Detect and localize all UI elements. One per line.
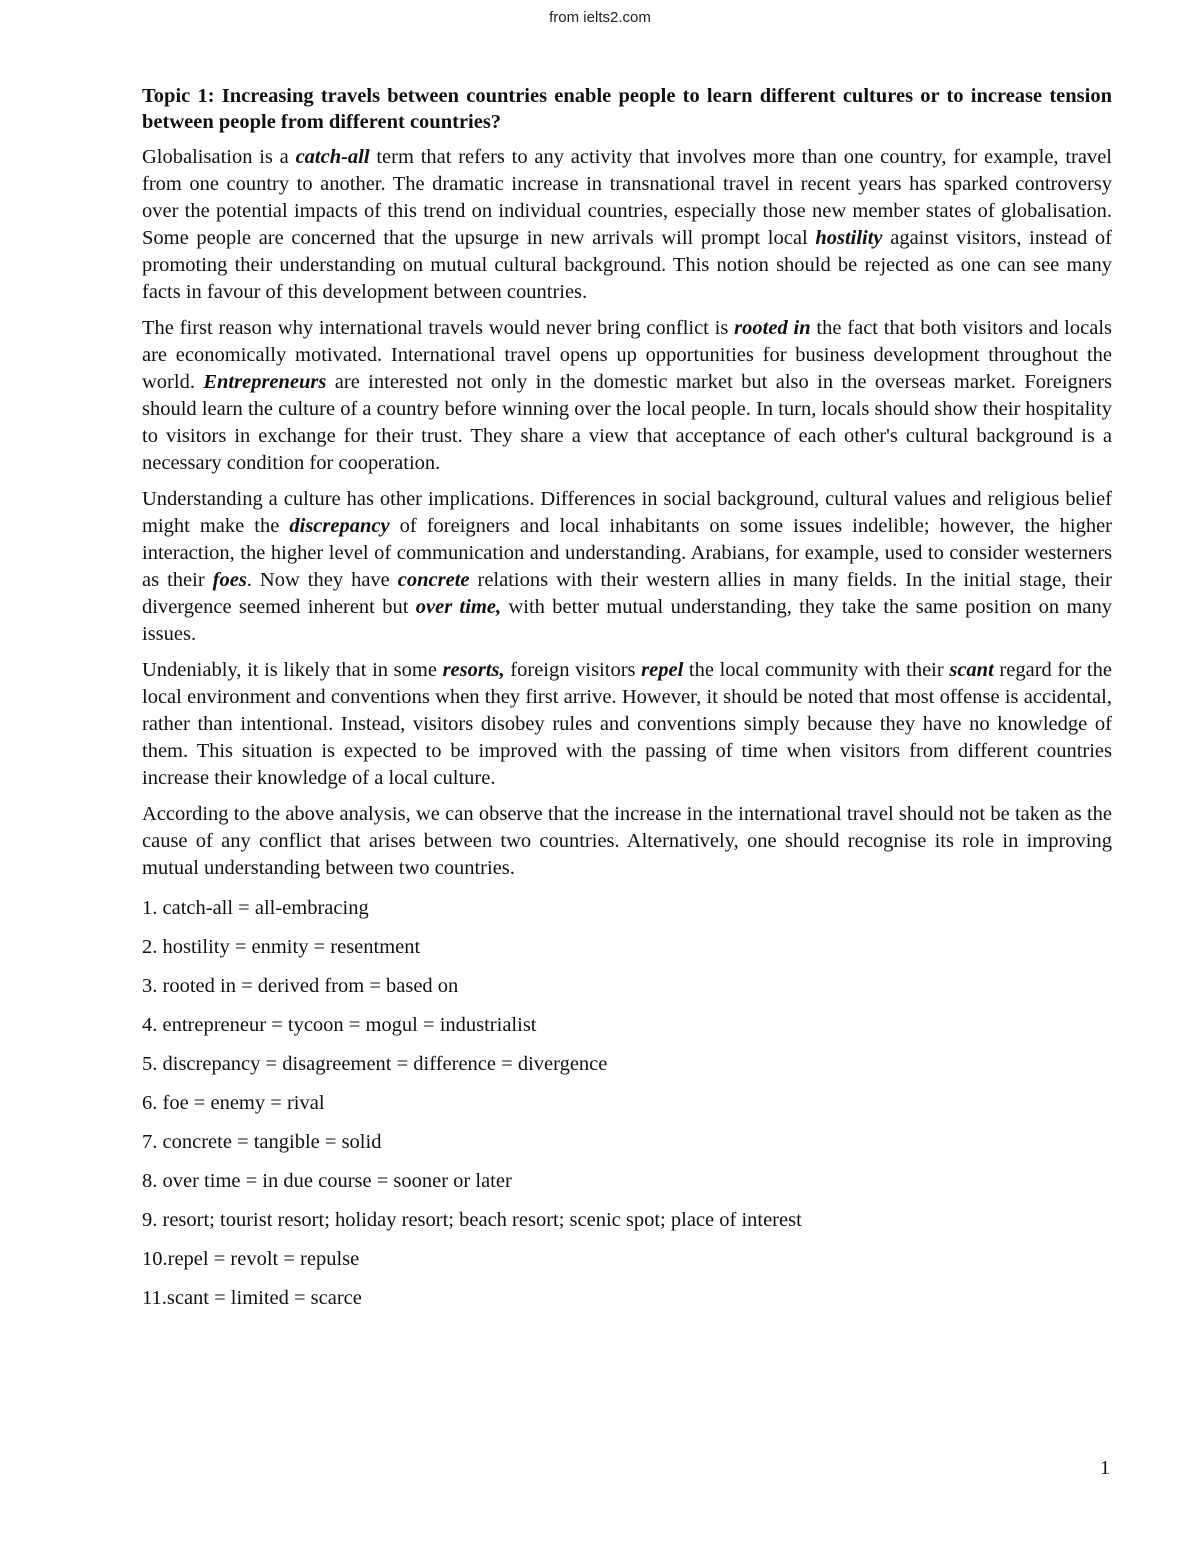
vocab-item: 11.scant = limited = scarce	[142, 1287, 362, 1309]
paragraph-text: term that refers to any activity that involves more than one country, for example, travel from one country to another. The dramatic increase in transnational travel in recent years has sparked controversy over the potential impacts of this trend on individual countries, especially those new member states of globalisation. Some people are concerned that the upsurge in new arrivals will prompt local	[142, 146, 1112, 249]
keyword: discrepancy	[289, 515, 390, 537]
paragraph-text: Globalisation is a	[142, 146, 296, 168]
paragraph-text: The first reason why international travels would never bring conflict is	[142, 317, 735, 339]
vocab-item: 6. foe = enemy = rival	[142, 1092, 325, 1114]
paragraph-text: of foreigners and local inhabitants on some issues indelible; however, the higher interaction, the higher level of communication and understanding. Arabians, for example, used to consider westerners as their	[142, 515, 1112, 591]
keyword: foes	[212, 569, 247, 591]
vocab-item: 9. resort; tourist resort; holiday resort; beach resort; scenic spot; place of interest	[142, 1209, 802, 1231]
paragraph-text: against visitors, instead of promoting their understanding on mutual cultural background. This notion should be rejected as one can see many facts in favour of this development between countries.	[142, 227, 1112, 303]
keyword: hostility	[815, 227, 883, 249]
vocab-item: 5. discrepancy = disagreement = difference = divergence	[142, 1053, 608, 1075]
keyword: repel	[641, 659, 684, 681]
paragraph-text: relations with their western allies in many fields. In the initial stage, their divergence seemed inherent but	[142, 569, 1112, 618]
vocab-item: 8. over time = in due course = sooner or later	[142, 1170, 512, 1192]
keyword: over time,	[415, 596, 502, 618]
paragraph-text: with better mutual understanding, they take the same position on many issues.	[142, 596, 1112, 645]
paragraph-text: foreign visitors	[504, 659, 642, 681]
page-number: 1	[1100, 1457, 1110, 1479]
keyword: Entrepreneurs	[203, 371, 327, 393]
paragraph-text: Understanding a culture has other implications. Differences in social background, cultural values and religious belief might make the	[142, 488, 1112, 537]
keyword: catch-all	[295, 146, 370, 168]
essay-paragraph	[142, 801, 1112, 882]
essay-paragraph	[142, 657, 1112, 792]
keyword: scant	[949, 659, 994, 681]
source-header: from ielts2.com	[549, 9, 651, 26]
essay-paragraph	[142, 486, 1112, 648]
paragraph-text: are interested not only in the domestic market but also in the overseas market. Foreigners should learn the culture of a country before winning over the local people. In turn, locals should show their hospitality to visitors in exchange for their trust. They share a view that acceptance of each other's cultural background is a necessary condition for cooperation.	[142, 371, 1112, 474]
paragraph-text: . Now they have	[246, 569, 398, 591]
paragraph-text: the fact that both visitors and locals are economically motivated. International travel opens up opportunities for business development throughout the world.	[142, 317, 1113, 393]
paragraph-text: the local community with their	[683, 659, 950, 681]
vocab-item: 1. catch-all = all-embracing	[142, 897, 369, 919]
keyword: concrete	[397, 569, 470, 591]
paragraph-text: regard for the local environment and conventions when they first arrive. However, it should be noted that most offense is accidental, rather than intentional. Instead, visitors disobey rules and conventions simply because they have no knowledge of them. This situation is expected to be improved with the passing of time when visitors from different countries increase their knowledge of a local culture.	[142, 659, 1112, 789]
vocab-item: 4. entrepreneur = tycoon = mogul = industrialist	[142, 1014, 537, 1036]
vocab-item: 2. hostility = enmity = resentment	[142, 936, 421, 958]
vocab-item: 10.repel = revolt = repulse	[142, 1248, 360, 1270]
vocab-item: 3. rooted in = derived from = based on	[142, 975, 459, 997]
vocabulary-list	[142, 895, 1112, 1324]
topic-title: Topic 1: Increasing travels between countries enable people to learn different cultures or to increase tension between people from different countries?	[142, 85, 1112, 133]
paragraph-text: According to the above analysis, we can observe that the increase in the international travel should not be taken as the cause of any conflict that arises between two countries. Alternatively, one should recognise its role in improving mutual understanding between two countries.	[142, 803, 1112, 879]
paragraph-text: Undeniably, it is likely that in some	[142, 659, 443, 681]
document-body	[142, 83, 1112, 1324]
essay-paragraph	[142, 144, 1112, 306]
keyword: rooted in	[734, 317, 811, 339]
essay-paragraphs	[142, 144, 1112, 882]
keyword: resorts,	[442, 659, 505, 681]
essay-paragraph	[142, 315, 1112, 477]
vocab-item: 7. concrete = tangible = solid	[142, 1131, 382, 1153]
